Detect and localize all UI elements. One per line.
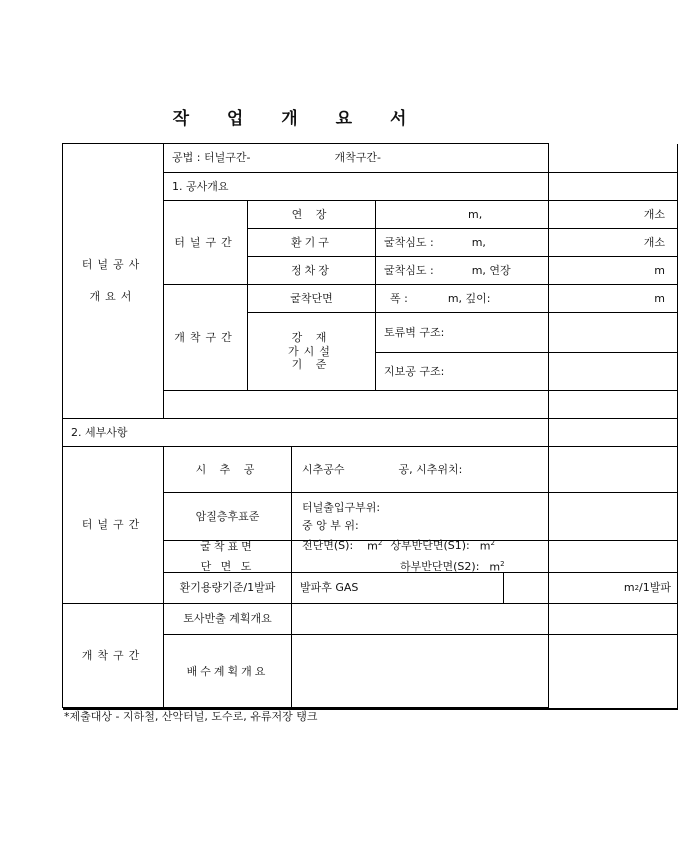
cut-section-label: 개착구간 xyxy=(164,285,248,391)
vent-value: 굴착심도 : m, 개소 xyxy=(376,229,678,257)
length-value: m, 개소 xyxy=(376,201,678,229)
submission-footnote: *제출대상 - 지하철, 산악터널, 도수로, 유류저장 탱크 xyxy=(64,710,318,723)
excavation-face-label: 굴착표면 단 면 도 xyxy=(164,541,292,573)
tunnel-overview-label: 터널공사 개요서 xyxy=(63,144,164,419)
cut-section-value: 폭 : m, 깊이: m xyxy=(376,285,678,313)
ventilation-gas-value: m 2 /1발파 xyxy=(504,573,678,604)
details-tunnel-label: 터널구간 xyxy=(63,447,164,604)
page-title: 작 업 개 요 서 xyxy=(172,109,423,129)
soil-removal-label: 토사반출 계획개요 xyxy=(164,604,292,635)
section-1-heading: 1. 공사개요 xyxy=(164,173,678,201)
station-label: 정차장 xyxy=(248,257,376,285)
support-structure-value: 지보공 구조: xyxy=(376,353,678,391)
ventilation-gas-label: 발파후 GAS xyxy=(292,573,504,604)
ventilation-capacity-label: 환기용량기준/1발파 xyxy=(164,573,292,604)
work-overview-form xyxy=(62,143,671,708)
drainage-plan-label: 배수계획개요 xyxy=(164,635,292,709)
details-cut-label: 개착구간 xyxy=(63,604,164,709)
temporary-structure-label: 강 재 가시설 기 준 xyxy=(248,313,376,391)
rock-quality-value: 터널출입구부위: 중 앙 부 위: xyxy=(292,493,678,541)
rock-quality-label: 암질층후표준 xyxy=(164,493,292,541)
length-label: 연 장 xyxy=(248,201,376,229)
vent-label: 환기구 xyxy=(248,229,376,257)
method-row: 공법 : 터널구간- 개착구간- xyxy=(164,144,678,173)
tunnel-section-label: 터널구간 xyxy=(164,201,248,285)
excavation-face-value: 전단면(S): $m^2$ 상부반단면(S1): $m^2$ 하부반단면(S2): $m^2$ xyxy=(292,541,678,573)
trial-boring-value: 시추공수 공, 시추위치: xyxy=(292,447,678,493)
cut-section-area-label: 굴착단면 xyxy=(248,285,376,313)
drainage-plan-value xyxy=(292,635,678,709)
section-2-heading: 2. 세부사항 xyxy=(63,419,678,447)
wall-structure-value: 토류벽 구조: xyxy=(376,313,678,353)
soil-removal-value xyxy=(292,604,678,635)
trial-boring-label: 시 추 공 xyxy=(164,447,292,493)
station-value: 굴착심도 : m, 연장 m xyxy=(376,257,678,285)
spacer-row xyxy=(164,391,678,419)
